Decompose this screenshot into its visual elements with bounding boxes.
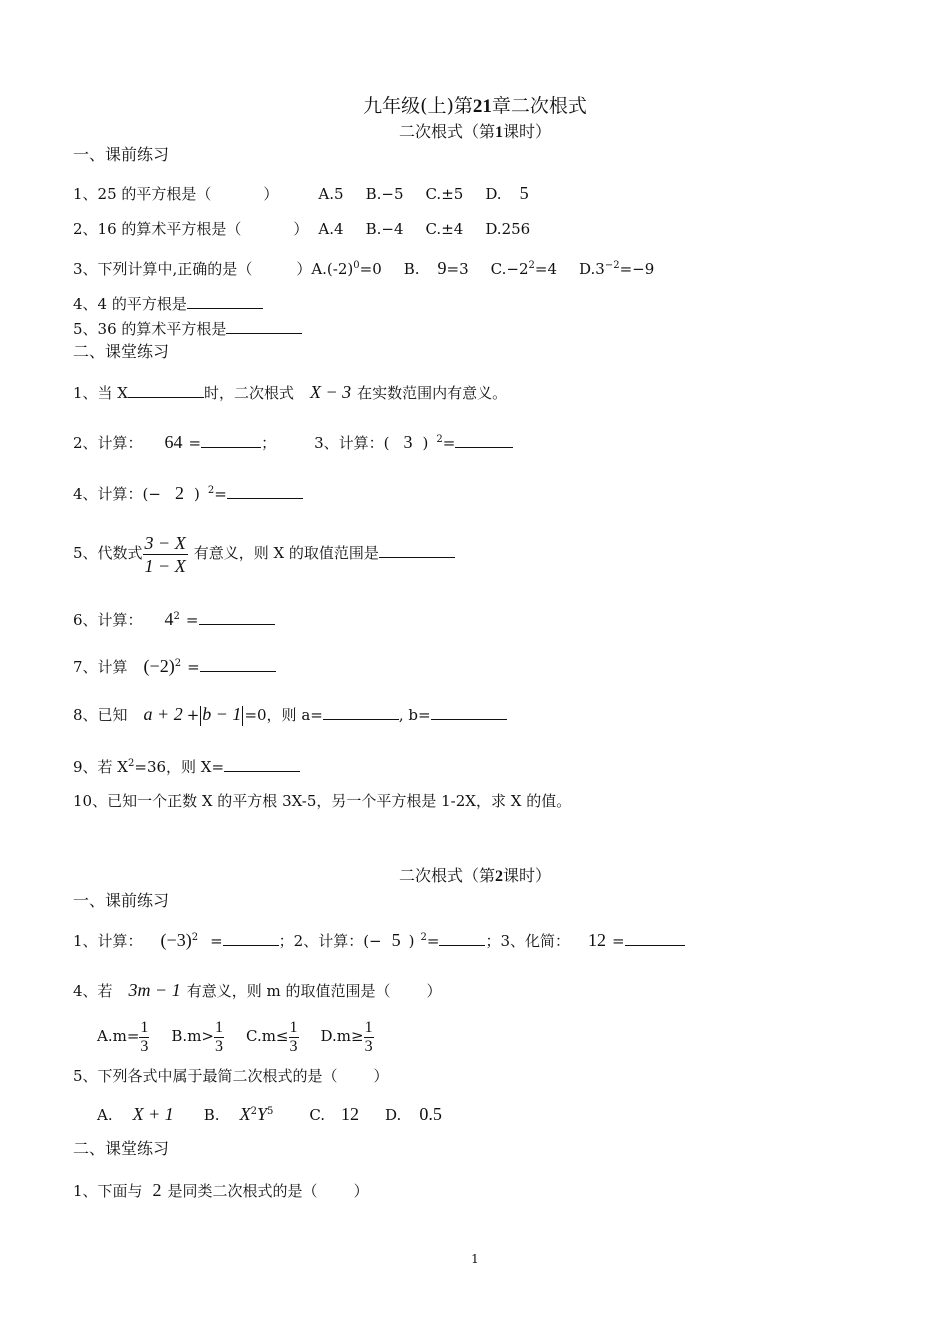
question-text: 9、若 X [73,758,128,776]
answer-blank[interactable] [455,433,513,448]
option-a: A.4 [318,220,344,238]
answer-blank[interactable] [224,757,300,772]
exponent: 2 [528,260,535,271]
question-text: 6、计算： [73,611,143,629]
question-text: 5、下列各式中属于最简二次根式的是（ [73,1067,338,1085]
option-d: D. [485,185,502,203]
answer-blank[interactable] [227,484,303,499]
option-a-result: =0 [359,260,382,278]
page-number: 1 [471,1252,479,1266]
radicand: 12 [588,930,606,950]
denominator: 3 [364,1037,373,1055]
question-text: 3、下列计算中,正确的是（ [73,260,253,278]
question-4 [73,980,441,1001]
section-heading: 一、课前练习 [73,145,170,164]
equals-sign: = [185,611,199,629]
question-4-options [97,1013,374,1059]
question-text: 1、下面与 [73,1182,143,1200]
fraction [214,1019,224,1056]
lesson-number: 2 [495,868,503,885]
separator: ； [485,932,501,950]
option-b-value: Y [256,1104,267,1124]
denominator: 1 − X [144,555,186,576]
fraction [364,1019,374,1056]
lesson-number: 1 [495,124,503,141]
radical-expression: X − 3 [310,382,352,402]
question-text: 8、已知 [73,706,128,724]
radicand: 64 [164,432,183,452]
answer-blank-a[interactable] [323,705,399,720]
abs-expression-b: b − 1 [202,704,242,724]
question-text: 时，二次根式 [204,384,295,402]
question-5 [73,1066,389,1086]
paren-close: ） [263,185,279,203]
plus-sign: + [186,706,200,724]
equals-sign: = [612,932,625,950]
option-a-value: X + 1 [132,1104,174,1124]
question-5 [73,319,302,339]
question-8 [73,704,507,726]
lesson-1-heading [0,119,950,142]
option-c: C.±4 [425,220,464,238]
question-10: 10、已知一个正数 X 的平方根 3X-5，另一个平方根是 1-2X，求 X 的值。 [73,792,572,810]
exponent: 2 [128,758,135,769]
radicand: (−3) [160,930,192,950]
question-text: 有意义，则 m 的取值范围是（ [186,982,391,1000]
option-c: C.±5 [425,185,464,203]
exponent: 2 [174,658,182,669]
option-d: D.m≥ [320,1027,364,1045]
exponent: 2 [173,611,180,622]
lesson-2-heading [0,863,950,886]
exponent: 2 [436,434,443,445]
radicand: 5 [391,930,401,950]
option-d: D. [385,1106,402,1124]
denominator: 3 [215,1037,223,1055]
question-text: 是同类二次根式的是（ [167,1182,318,1200]
numerator: 1 [215,1018,223,1036]
option-b: B. [203,1106,220,1124]
question-text: 4、4 的平方根是 [73,295,187,313]
question-text: =0，则 a= [244,706,323,724]
question-text: 1、25 的平方根是（ [73,185,212,203]
question-text: 2、16 的算术平方根是（ [73,220,242,238]
option-b: B.m> [171,1027,214,1045]
question-4 [73,483,303,507]
denominator: 3 [289,1037,298,1055]
question-9 [73,757,300,780]
question-5 [73,530,455,577]
answer-blank-b[interactable] [431,705,507,720]
answer-blank[interactable] [187,294,263,309]
question-text: 4、若 [73,982,113,1000]
question-1 [73,183,529,204]
option-d-value: 0.5 [419,1104,442,1124]
numerator: 1 [364,1018,373,1036]
question-1 [73,1180,369,1201]
option-a: A.m= [97,1027,140,1045]
option-c-value: 12 [341,1104,360,1124]
exponent: 2 [207,485,215,496]
section-heading: 一、课前练习 [73,891,170,910]
answer-blank[interactable] [200,657,276,672]
section-heading: 二、课堂练习 [73,342,170,361]
option-c: C.m≤ [246,1027,289,1045]
separator: ； [278,932,294,950]
lesson-suffix: 课时） [503,866,552,885]
numerator: 1 [140,1018,149,1036]
lesson-suffix: 课时） [503,122,552,141]
question-text: 5、36 的算术平方根是 [73,320,227,338]
section-heading: 二、课堂练习 [73,1139,170,1158]
question-text: 2、计算： [73,434,143,452]
chapter-number: 21 [472,96,492,117]
question-text: 有意义，则 X 的取值范围是 [193,544,379,562]
question-7 [73,656,276,680]
equals-sign: = [426,932,440,950]
fraction [289,1019,299,1056]
question-3-text: 3、化简： [500,932,570,950]
equals-sign: = [210,932,223,950]
option-d-result: =−9 [619,260,655,278]
equals-sign: = [188,434,202,452]
option-c: C. [309,1106,326,1124]
answer-blank[interactable] [625,931,685,946]
question-6 [73,609,275,633]
question-text: , b= [398,706,431,724]
fraction [139,1019,149,1056]
option-d: D.3 [579,260,605,278]
question-2-text: 2、计算：(− [293,932,382,950]
radicand: 3 [403,432,413,452]
answer-blank[interactable] [199,610,275,625]
option-b-value: X [239,1104,251,1124]
radical-expression: 3m − 1 [128,980,181,1000]
answer-blank[interactable] [379,543,455,558]
question-text: 1、当 X [73,384,128,402]
option-b: B. [403,260,420,278]
option-b-value: 9 [437,258,447,278]
radicand: 2 [152,1180,162,1200]
fraction [143,532,188,577]
title-text: 九年级(上)第 [363,95,473,117]
exponent: −2 [604,260,620,271]
question-text: 7、计算 [73,658,128,676]
option-a: A.5 [318,185,344,203]
radicand: (−2) [143,656,175,676]
separator: ； [261,434,277,452]
answer-blank[interactable] [226,319,302,334]
question-3-text: 3、计算：( [314,434,390,452]
answer-blank[interactable] [128,383,204,398]
paren-close: ) [408,932,415,950]
option-d: D.256 [485,220,531,238]
lesson-label: 二次根式（第 [398,122,495,141]
paren-close: ) [193,485,200,503]
option-b: B.−5 [365,185,404,203]
exponent: 2 [250,1106,257,1117]
question-4 [73,294,263,314]
option-d-value: 5 [519,183,529,203]
lesson-label: 二次根式（第 [398,866,495,885]
question-text: =36，则 X= [134,758,225,776]
question-5-options [97,1104,442,1128]
numerator: 1 [289,1018,298,1036]
exponent: 0 [353,260,360,271]
question-1 [73,930,685,954]
numerator: 3 − X [144,532,186,553]
option-c: C.−2 [490,260,529,278]
title-suffix: 章二次根式 [491,95,587,117]
question-text: 4、计算：(− [73,485,161,503]
radicand: 2 [174,483,184,503]
question-text: 1、计算： [73,932,143,950]
question-2 [73,432,513,456]
exponent: 2 [420,932,427,943]
option-a: A. [97,1106,113,1124]
option-c-result: =4 [534,260,557,278]
option-a: ）A.(-2) [296,260,354,278]
option-b-result: =3 [446,260,469,278]
exponent: 5 [266,1106,274,1117]
answer-blank[interactable] [201,433,261,448]
answer-blank[interactable] [439,931,485,946]
option-b: B.−4 [365,220,404,238]
question-text: 5、代数式 [73,544,143,562]
question-text: 在实数范围内有意义。 [357,384,508,402]
equals-sign: = [214,485,227,503]
paren-close: ) [422,434,429,452]
question-1 [73,382,507,403]
radical-expression-a: a + 2 [143,704,183,724]
paren-close: ） [426,982,442,1000]
paren-close: ） [353,1182,369,1200]
denominator: 3 [140,1037,149,1055]
exponent: 2 [191,932,199,943]
paren-close: ） [373,1067,389,1085]
radicand: 4 [164,609,174,629]
answer-blank[interactable] [223,931,279,946]
paren-close: ） [293,220,309,238]
equals-sign: = [187,658,200,676]
page-title [0,91,950,118]
question-2 [73,219,530,239]
equals-sign: = [442,434,456,452]
question-3 [73,258,654,282]
